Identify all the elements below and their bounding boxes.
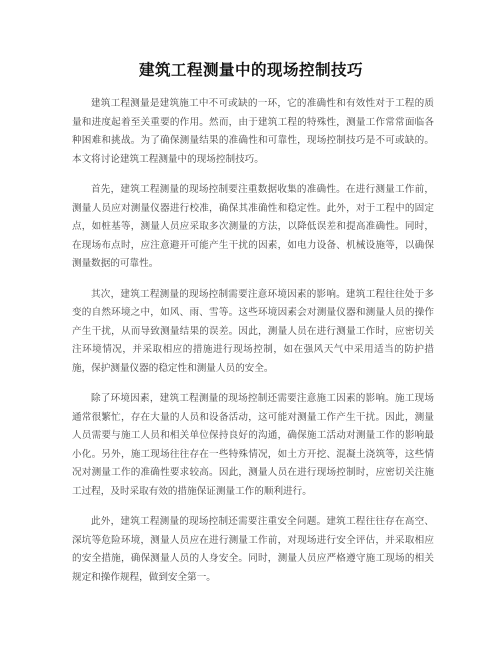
paragraph-2: 首先，建筑工程测量的现场控制要注重数据收集的准确性。在进行测量工作前，测量人员应对测量仪器进行校准，确保其准确性和稳定性。此外，对于工程中的固定点，如桩基等，测量人员应采取多次测量的方法，以降低误差和提高准确性。同时，在现场布点时，应注意避开可能产生干扰的因素，如电力设备、机械设施等，以确保测量数据的可靠性。 (72, 184, 434, 269)
paragraph-4: 除了环境因素，建筑工程测量的现场控制还需要注意施工因素的影响。施工现场通常很繁忙，存在大量的人员和设备活动，这可能对测量工作产生干扰。因此，测量人员需要与施工人员和相关单位保持良好的沟通，确保施工活动对测量工作的影响最小化。另外，施工现场往往存在一些特殊情况，如土方开挖、混凝土浇筑等，这些情况对测量工作的准确性要求较高。因此，测量人员在进行现场控制时，应密切关注施工过程，及时采取有效的措施保证测量工作的顺利进行。 (72, 393, 434, 497)
paragraph-3: 其次，建筑工程测量的现场控制需要注意环境因素的影响。建筑工程往往处于多变的自然环境之中，如风、雨、雪等。这些环境因素会对测量仪器和测量人员的操作产生干扰，从而导致测量结果的误差。因此，测量人员在进行测量工作时，应密切关注环境情况，并采取相应的措施进行现场控制，如在强风天气中采用适当的防护措施，保护测量仪器的稳定性和测量人员的安全。 (72, 288, 434, 374)
document-body (72, 95, 434, 599)
paragraph-5: 此外，建筑工程测量的现场控制还需要注重安全问题。建筑工程往往存在高空、深坑等危险环境，测量人员应在进行测量工作前，对现场进行安全评估，并采取相应的安全措施，确保测量人员的人身安全。同时，测量人员应严格遵守施工现场的相关规定和操作规程，做到安全第一。 (72, 516, 434, 583)
document-title: 建筑工程测量中的现场控制技巧 (138, 61, 363, 79)
paragraph-1: 建筑工程测量是建筑施工中不可或缺的一环，它的准确性和有效性对于工程的质量和进度起着至关重要的作用。然而，由于建筑工程的特殊性，测量工作常常面临各种困难和挑战。为了确保测量结果的准确性和可靠性，现场控制技巧是不可或缺的。本文将讨论建筑工程测量中的现场控制技巧。 (72, 98, 434, 165)
